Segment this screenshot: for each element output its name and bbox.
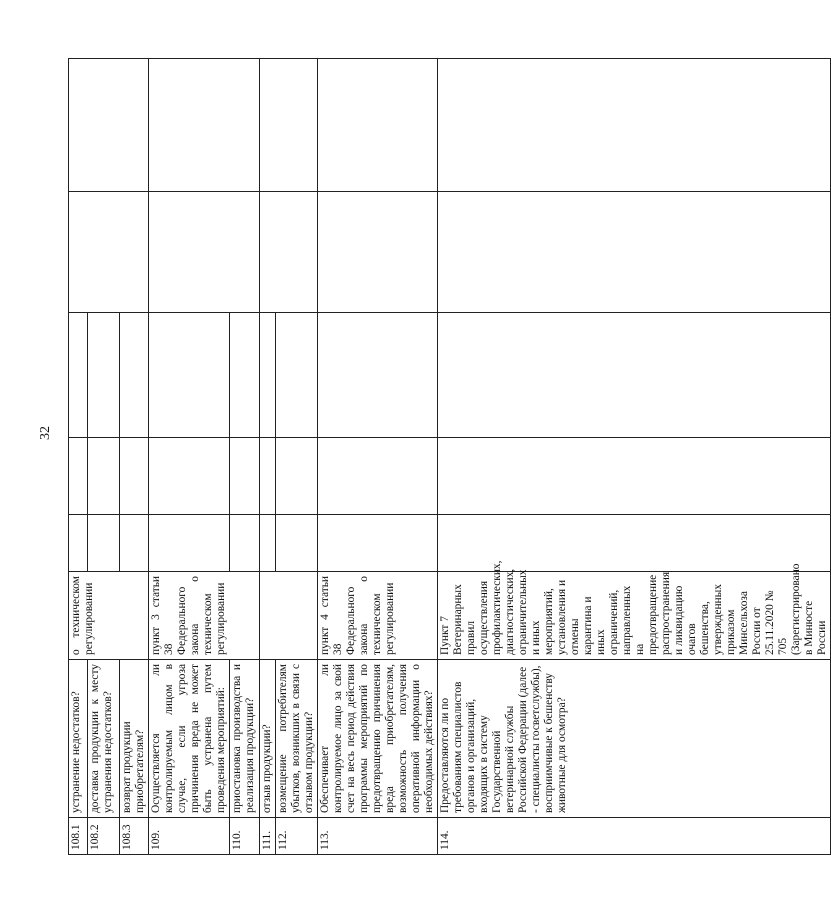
requirements-table <box>68 58 831 855</box>
question-cell: приостановка производства и реализация продукции? <box>230 660 260 818</box>
answer-na-cell <box>120 313 149 438</box>
answer-no-cell <box>438 438 831 515</box>
table-row <box>318 59 438 855</box>
answer-no-cell <box>276 438 318 515</box>
answer-na-cell <box>260 313 276 438</box>
question-cell: возмещение потребителям убытков, возникших в связи с отзывом продукции? <box>276 660 318 818</box>
legal-basis-cell: пункт 3 статьи 38 Федерального закона о техническом регулировании <box>149 572 260 660</box>
legal-basis-cell <box>260 572 318 660</box>
answer-no-cell <box>230 438 260 515</box>
answer-no-cell <box>149 438 230 515</box>
question-cell: доставка продукции к месту устранения недостатков? <box>88 660 120 818</box>
answer-na-cell <box>318 313 438 438</box>
answer-no-cell <box>260 438 276 515</box>
table-row <box>438 59 831 855</box>
question-cell: устранение недостатков? <box>69 660 88 818</box>
row-number: 108.1 <box>69 818 88 855</box>
answer-no-cell <box>120 438 149 515</box>
answer-yes-cell <box>230 515 260 572</box>
answer-yes-cell <box>149 515 230 572</box>
note-cell <box>318 192 438 313</box>
empty-cell <box>69 59 149 192</box>
legal-basis-cell: пункт 4 статьи 38 Федерального закона о техническом регулировании <box>318 572 438 660</box>
empty-cell <box>438 59 831 192</box>
row-number: 109. <box>149 818 230 855</box>
answer-no-cell <box>318 438 438 515</box>
answer-yes-cell <box>318 515 438 572</box>
question-cell: отзыв продукции? <box>260 660 276 818</box>
empty-cell <box>260 59 318 192</box>
row-number: 111. <box>260 818 276 855</box>
answer-yes-cell <box>88 515 120 572</box>
answer-na-cell <box>230 313 260 438</box>
answer-yes-cell <box>69 515 88 572</box>
question-cell: Осуществляется ли контролируемым лицом в случае, если угроза причинения вреда не может быть устранена путем проведения мероприятий: <box>149 660 230 818</box>
row-number: 110. <box>230 818 260 855</box>
row-number: 114. <box>438 818 831 855</box>
row-number: 112. <box>276 818 318 855</box>
answer-na-cell <box>69 313 88 438</box>
answer-na-cell <box>88 313 120 438</box>
question-cell: Обеспечивает ли контролируемое лицо за свой счет на весь период действия программы мероприятий по предотвращению причинения вреда приобретателям, возможность получения оперативной информации о необходимых действиях? <box>318 660 438 818</box>
answer-na-cell <box>438 313 831 438</box>
note-cell <box>149 192 260 313</box>
answer-no-cell <box>69 438 88 515</box>
note-cell <box>69 192 149 313</box>
row-number: 108.3 <box>120 818 149 855</box>
answer-na-cell <box>149 313 230 438</box>
legal-basis-cell: Пункт 7 Ветеринарных правил осуществления профилактических, диагностических, ограничительных и иных мероприятий, установления и отмены карантина и иных ограничений, направленных на предотвращение распространения и ликвидацию очагов бешенства, утвержденных приказом Минсельхоза России от 25.11.2020 № 705 (Зарегистрировано в Минюсте России <box>438 572 831 660</box>
table-row <box>69 59 88 855</box>
note-cell <box>260 192 318 313</box>
question-cell: возврат продукции приобретателям? <box>120 660 149 818</box>
answer-yes-cell <box>276 515 318 572</box>
table-row <box>149 59 230 855</box>
table-row <box>260 59 276 855</box>
empty-cell <box>149 59 260 192</box>
page-number: 32 <box>38 426 53 440</box>
answer-yes-cell <box>120 515 149 572</box>
legal-basis-cell: о техническом регулировании <box>69 572 149 660</box>
requirements-table-rotated <box>68 59 828 855</box>
row-number: 108.2 <box>88 818 120 855</box>
question-cell: Предоставляются ли по требованиям специалистов органов и организаций, входящих в систему Государственной ветеринарной службы Российской Федерации (далее - специалисты госветслужбы), восприимчивые к бешенству животные для осмотра? <box>438 660 831 818</box>
note-cell <box>438 192 831 313</box>
row-number: 113. <box>318 818 438 855</box>
answer-no-cell <box>88 438 120 515</box>
answer-yes-cell <box>260 515 276 572</box>
answer-na-cell <box>276 313 318 438</box>
empty-cell <box>318 59 438 192</box>
